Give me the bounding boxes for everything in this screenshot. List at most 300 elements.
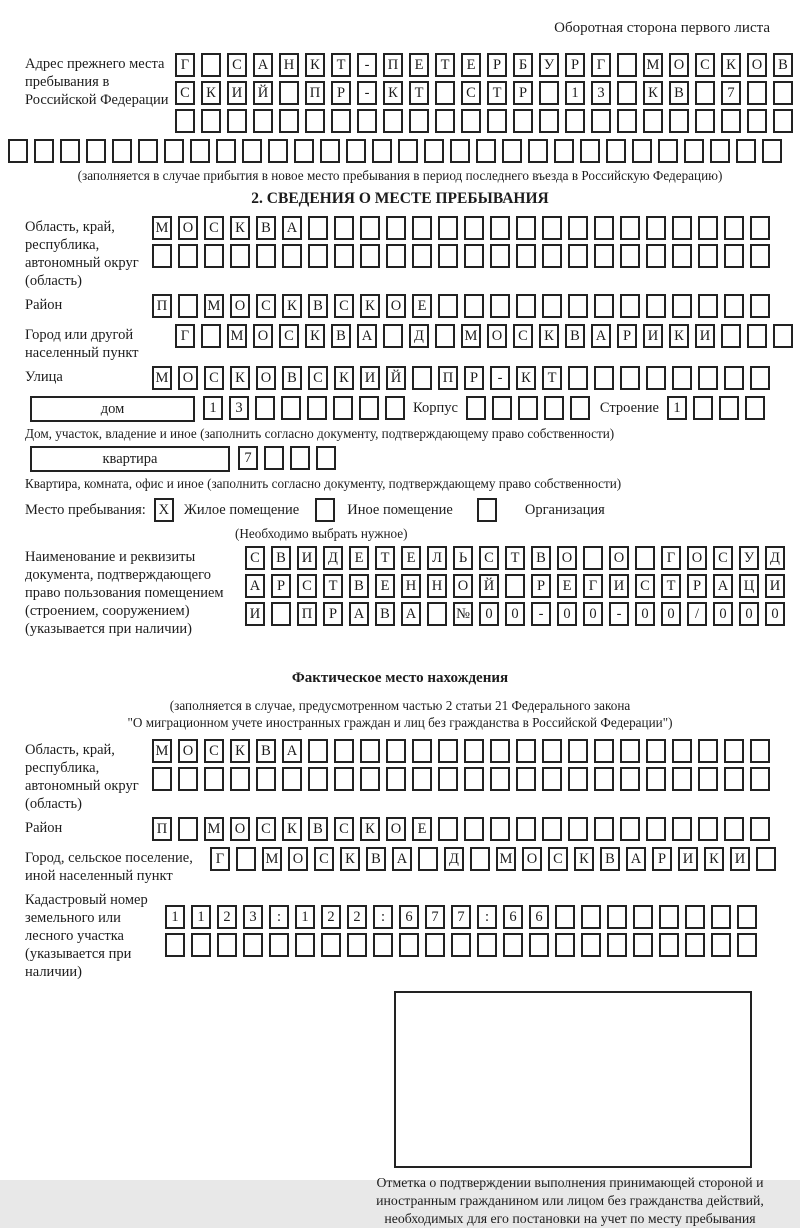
char-cell[interactable] (762, 139, 782, 163)
char-cell[interactable]: В (308, 294, 328, 318)
char-cell[interactable] (672, 294, 692, 318)
char-cell[interactable] (385, 396, 405, 420)
char-cell[interactable] (321, 933, 341, 957)
char-cell[interactable] (745, 396, 765, 420)
char-cell[interactable] (386, 739, 406, 763)
char-cell[interactable]: 1 (667, 396, 687, 420)
char-cell[interactable]: В (669, 81, 689, 105)
char-cell[interactable] (412, 216, 432, 240)
char-cell[interactable]: 0 (713, 602, 733, 626)
char-cell[interactable] (178, 817, 198, 841)
char-cell[interactable] (698, 216, 718, 240)
char-cell[interactable]: П (152, 817, 172, 841)
char-cell[interactable] (568, 366, 588, 390)
char-cell[interactable]: М (227, 324, 247, 348)
char-cell[interactable] (308, 767, 328, 791)
char-cell[interactable]: Р (513, 81, 533, 105)
char-cell[interactable]: - (609, 602, 629, 626)
char-cell[interactable]: - (357, 81, 377, 105)
char-cell[interactable] (438, 294, 458, 318)
char-cell[interactable] (320, 139, 340, 163)
char-cell[interactable]: У (739, 546, 759, 570)
char-cell[interactable] (399, 933, 419, 957)
char-cell[interactable] (698, 817, 718, 841)
char-cell[interactable]: А (349, 602, 369, 626)
char-cell[interactable]: С (227, 53, 247, 77)
char-cell[interactable] (383, 109, 403, 133)
char-cell[interactable]: Е (409, 53, 429, 77)
char-cell[interactable] (438, 817, 458, 841)
char-cell[interactable] (617, 53, 637, 77)
char-cell[interactable]: Е (349, 546, 369, 570)
char-cell[interactable] (539, 81, 559, 105)
char-cell[interactable]: О (557, 546, 577, 570)
char-cell[interactable]: 1 (165, 905, 185, 929)
char-cell[interactable] (620, 817, 640, 841)
char-cell[interactable] (756, 847, 776, 871)
char-cell[interactable]: № (453, 602, 473, 626)
char-cell[interactable]: К (574, 847, 594, 871)
char-cell[interactable] (138, 139, 158, 163)
char-cell[interactable]: 0 (505, 602, 525, 626)
char-cell[interactable] (359, 396, 379, 420)
char-cell[interactable]: 1 (191, 905, 211, 929)
char-cell[interactable]: С (256, 294, 276, 318)
char-cell[interactable] (568, 739, 588, 763)
char-cell[interactable] (646, 366, 666, 390)
char-cell[interactable]: 0 (739, 602, 759, 626)
char-cell[interactable]: О (453, 574, 473, 598)
char-cell[interactable] (505, 574, 525, 598)
char-cell[interactable] (435, 324, 455, 348)
char-cell[interactable] (594, 216, 614, 240)
char-cell[interactable] (360, 216, 380, 240)
char-cell[interactable]: Т (435, 53, 455, 77)
char-cell[interactable] (294, 139, 314, 163)
char-cell[interactable] (281, 396, 301, 420)
char-cell[interactable] (658, 139, 678, 163)
char-cell[interactable]: К (201, 81, 221, 105)
char-cell[interactable]: М (496, 847, 516, 871)
char-cell[interactable]: А (357, 324, 377, 348)
char-cell[interactable]: Й (479, 574, 499, 598)
char-cell[interactable] (204, 767, 224, 791)
char-cell[interactable]: Д (323, 546, 343, 570)
char-cell[interactable] (528, 139, 548, 163)
char-cell[interactable]: С (204, 366, 224, 390)
char-cell[interactable]: Г (175, 53, 195, 77)
char-cell[interactable]: М (461, 324, 481, 348)
char-cell[interactable]: О (687, 546, 707, 570)
char-cell[interactable] (256, 244, 276, 268)
char-cell[interactable]: Р (271, 574, 291, 598)
char-cell[interactable] (487, 109, 507, 133)
char-cell[interactable] (698, 767, 718, 791)
char-cell[interactable] (620, 366, 640, 390)
char-cell[interactable]: 6 (529, 905, 549, 929)
char-cell[interactable] (450, 139, 470, 163)
char-cell[interactable] (268, 139, 288, 163)
char-cell[interactable]: А (282, 739, 302, 763)
char-cell[interactable] (217, 933, 237, 957)
char-cell[interactable] (308, 244, 328, 268)
char-cell[interactable]: В (256, 739, 276, 763)
char-cell[interactable]: И (227, 81, 247, 105)
char-cell[interactable] (152, 767, 172, 791)
char-cell[interactable] (243, 933, 263, 957)
char-cell[interactable] (383, 324, 403, 348)
char-cell[interactable]: И (765, 574, 785, 598)
char-cell[interactable]: 1 (295, 905, 315, 929)
char-cell[interactable] (279, 81, 299, 105)
char-cell[interactable] (684, 139, 704, 163)
char-cell[interactable] (747, 109, 767, 133)
char-cell[interactable] (334, 244, 354, 268)
char-cell[interactable] (373, 933, 393, 957)
char-cell[interactable]: С (308, 366, 328, 390)
char-cell[interactable] (346, 139, 366, 163)
char-cell[interactable] (308, 216, 328, 240)
char-cell[interactable] (386, 244, 406, 268)
char-cell[interactable]: Р (565, 53, 585, 77)
char-cell[interactable] (461, 109, 481, 133)
char-cell[interactable]: - (490, 366, 510, 390)
char-cell[interactable]: Г (591, 53, 611, 77)
char-cell[interactable] (242, 139, 262, 163)
char-cell[interactable]: К (282, 817, 302, 841)
char-cell[interactable] (435, 109, 455, 133)
char-cell[interactable] (591, 109, 611, 133)
char-cell[interactable]: В (256, 216, 276, 240)
char-cell[interactable]: М (152, 366, 172, 390)
char-cell[interactable] (555, 905, 575, 929)
char-cell[interactable] (594, 739, 614, 763)
char-cell[interactable]: С (314, 847, 334, 871)
char-cell[interactable]: 7 (721, 81, 741, 105)
char-cell[interactable] (357, 109, 377, 133)
char-cell[interactable]: О (522, 847, 542, 871)
char-cell[interactable] (617, 109, 637, 133)
char-cell[interactable] (750, 739, 770, 763)
char-cell[interactable]: Р (464, 366, 484, 390)
char-cell[interactable] (360, 244, 380, 268)
char-cell[interactable] (721, 109, 741, 133)
char-cell[interactable]: В (565, 324, 585, 348)
char-cell[interactable] (470, 847, 490, 871)
char-cell[interactable] (568, 767, 588, 791)
char-cell[interactable]: И (609, 574, 629, 598)
char-cell[interactable] (672, 767, 692, 791)
char-cell[interactable] (568, 244, 588, 268)
char-cell[interactable] (438, 216, 458, 240)
char-cell[interactable] (620, 767, 640, 791)
char-cell[interactable]: О (230, 817, 250, 841)
char-cell[interactable] (594, 767, 614, 791)
char-cell[interactable]: Б (513, 53, 533, 77)
char-cell[interactable] (594, 244, 614, 268)
char-cell[interactable] (513, 109, 533, 133)
char-cell[interactable] (490, 817, 510, 841)
char-cell[interactable]: В (531, 546, 551, 570)
char-cell[interactable]: И (643, 324, 663, 348)
char-cell[interactable] (544, 396, 564, 420)
char-cell[interactable] (594, 366, 614, 390)
char-cell[interactable]: С (334, 817, 354, 841)
char-cell[interactable] (516, 244, 536, 268)
char-cell[interactable]: Т (542, 366, 562, 390)
char-cell[interactable] (466, 396, 486, 420)
char-cell[interactable] (646, 294, 666, 318)
char-cell[interactable] (516, 817, 536, 841)
char-cell[interactable]: 1 (203, 396, 223, 420)
char-cell[interactable]: 2 (321, 905, 341, 929)
char-cell[interactable] (568, 294, 588, 318)
char-cell[interactable]: В (773, 53, 793, 77)
char-cell[interactable] (693, 396, 713, 420)
char-cell[interactable]: Ь (453, 546, 473, 570)
char-cell[interactable]: 7 (425, 905, 445, 929)
char-cell[interactable] (724, 739, 744, 763)
char-cell[interactable]: Е (412, 294, 432, 318)
char-cell[interactable]: А (591, 324, 611, 348)
char-cell[interactable] (529, 933, 549, 957)
char-cell[interactable]: К (360, 817, 380, 841)
char-cell[interactable]: К (643, 81, 663, 105)
char-cell[interactable] (773, 109, 793, 133)
char-cell[interactable] (490, 739, 510, 763)
char-cell[interactable]: Н (279, 53, 299, 77)
char-cell[interactable]: С (204, 216, 224, 240)
char-cell[interactable] (412, 739, 432, 763)
char-cell[interactable] (256, 767, 276, 791)
char-cell[interactable] (435, 81, 455, 105)
char-cell[interactable]: 7 (451, 905, 471, 929)
char-cell[interactable] (464, 216, 484, 240)
char-cell[interactable] (178, 294, 198, 318)
char-cell[interactable]: В (308, 817, 328, 841)
char-cell[interactable]: П (152, 294, 172, 318)
char-cell[interactable] (490, 767, 510, 791)
char-cell[interactable]: Е (401, 546, 421, 570)
char-cell[interactable]: 0 (557, 602, 577, 626)
char-cell[interactable]: К (282, 294, 302, 318)
char-cell[interactable] (264, 446, 284, 470)
char-cell[interactable]: К (230, 366, 250, 390)
char-cell[interactable] (542, 739, 562, 763)
char-cell[interactable] (737, 933, 757, 957)
char-cell[interactable]: К (704, 847, 724, 871)
char-cell[interactable] (750, 767, 770, 791)
char-cell[interactable] (594, 294, 614, 318)
char-cell[interactable] (412, 767, 432, 791)
char-cell[interactable] (685, 905, 705, 929)
char-cell[interactable]: : (373, 905, 393, 929)
char-cell[interactable] (438, 739, 458, 763)
char-cell[interactable] (269, 933, 289, 957)
char-cell[interactable]: 3 (229, 396, 249, 420)
char-cell[interactable] (334, 739, 354, 763)
char-cell[interactable] (165, 933, 185, 957)
char-cell[interactable]: К (230, 216, 250, 240)
char-cell[interactable]: К (305, 53, 325, 77)
char-cell[interactable] (554, 139, 574, 163)
char-cell[interactable]: И (297, 546, 317, 570)
char-cell[interactable]: В (331, 324, 351, 348)
char-cell[interactable]: Р (617, 324, 637, 348)
char-cell[interactable]: В (366, 847, 386, 871)
char-cell[interactable] (773, 324, 793, 348)
char-cell[interactable] (464, 244, 484, 268)
char-cell[interactable]: Р (531, 574, 551, 598)
char-cell[interactable]: 6 (503, 905, 523, 929)
char-cell[interactable]: И (678, 847, 698, 871)
char-cell[interactable]: 2 (347, 905, 367, 929)
char-cell[interactable] (490, 244, 510, 268)
char-cell[interactable] (724, 767, 744, 791)
char-cell[interactable]: 7 (238, 446, 258, 470)
char-cell[interactable]: П (305, 81, 325, 105)
char-cell[interactable]: У (539, 53, 559, 77)
char-cell[interactable]: В (349, 574, 369, 598)
char-cell[interactable]: Г (661, 546, 681, 570)
char-cell[interactable] (331, 109, 351, 133)
char-cell[interactable]: 1 (565, 81, 585, 105)
char-cell[interactable] (191, 933, 211, 957)
char-cell[interactable]: Н (427, 574, 447, 598)
char-cell[interactable] (669, 109, 689, 133)
char-cell[interactable] (175, 109, 195, 133)
char-cell[interactable]: С (635, 574, 655, 598)
char-cell[interactable]: С (461, 81, 481, 105)
char-cell[interactable] (86, 139, 106, 163)
char-cell[interactable]: М (204, 294, 224, 318)
char-cell[interactable] (347, 933, 367, 957)
char-cell[interactable]: О (178, 216, 198, 240)
char-cell[interactable] (750, 244, 770, 268)
char-cell[interactable] (216, 139, 236, 163)
char-cell[interactable]: Г (175, 324, 195, 348)
char-cell[interactable] (672, 817, 692, 841)
char-cell[interactable]: К (721, 53, 741, 77)
char-cell[interactable] (724, 244, 744, 268)
char-cell[interactable]: В (600, 847, 620, 871)
char-cell[interactable] (542, 216, 562, 240)
char-cell[interactable]: О (386, 817, 406, 841)
char-cell[interactable]: И (695, 324, 715, 348)
char-cell[interactable] (617, 81, 637, 105)
char-cell[interactable]: О (178, 366, 198, 390)
char-cell[interactable] (490, 216, 510, 240)
char-cell[interactable]: Е (557, 574, 577, 598)
char-cell[interactable]: Й (386, 366, 406, 390)
char-cell[interactable] (201, 109, 221, 133)
char-cell[interactable]: А (245, 574, 265, 598)
char-cell[interactable] (633, 905, 653, 929)
char-cell[interactable] (227, 109, 247, 133)
char-cell[interactable] (737, 905, 757, 929)
char-cell[interactable] (620, 216, 640, 240)
char-cell[interactable]: 3 (243, 905, 263, 929)
char-cell[interactable] (724, 366, 744, 390)
char-cell[interactable]: П (383, 53, 403, 77)
char-cell[interactable]: А (253, 53, 273, 77)
char-cell[interactable]: М (262, 847, 282, 871)
char-cell[interactable]: Д (444, 847, 464, 871)
char-cell[interactable] (464, 817, 484, 841)
char-cell[interactable] (594, 817, 614, 841)
char-cell[interactable]: С (175, 81, 195, 105)
char-cell[interactable] (360, 739, 380, 763)
char-cell[interactable] (568, 817, 588, 841)
char-cell[interactable]: О (609, 546, 629, 570)
char-cell[interactable] (477, 933, 497, 957)
char-cell[interactable]: К (539, 324, 559, 348)
char-cell[interactable] (490, 294, 510, 318)
char-cell[interactable] (724, 817, 744, 841)
char-cell[interactable] (282, 767, 302, 791)
checkbox-organization[interactable] (477, 498, 497, 522)
char-cell[interactable]: О (747, 53, 767, 77)
char-cell[interactable] (750, 366, 770, 390)
char-cell[interactable] (516, 739, 536, 763)
char-cell[interactable]: Р (652, 847, 672, 871)
char-cell[interactable]: Т (505, 546, 525, 570)
char-cell[interactable] (646, 817, 666, 841)
char-cell[interactable]: О (487, 324, 507, 348)
char-cell[interactable] (646, 739, 666, 763)
char-cell[interactable] (607, 905, 627, 929)
char-cell[interactable] (632, 139, 652, 163)
char-cell[interactable]: С (204, 739, 224, 763)
char-cell[interactable]: В (271, 546, 291, 570)
char-cell[interactable]: К (334, 366, 354, 390)
char-cell[interactable] (581, 905, 601, 929)
char-cell[interactable]: А (282, 216, 302, 240)
char-cell[interactable] (542, 294, 562, 318)
char-cell[interactable]: К (669, 324, 689, 348)
char-cell[interactable] (290, 446, 310, 470)
char-cell[interactable] (539, 109, 559, 133)
char-cell[interactable] (34, 139, 54, 163)
char-cell[interactable] (698, 366, 718, 390)
char-cell[interactable]: Е (412, 817, 432, 841)
char-cell[interactable]: М (152, 216, 172, 240)
char-cell[interactable]: С (297, 574, 317, 598)
char-cell[interactable]: С (513, 324, 533, 348)
char-cell[interactable] (201, 324, 221, 348)
char-cell[interactable]: С (279, 324, 299, 348)
char-cell[interactable] (464, 767, 484, 791)
char-cell[interactable]: О (386, 294, 406, 318)
char-cell[interactable] (418, 847, 438, 871)
char-cell[interactable]: : (477, 905, 497, 929)
char-cell[interactable] (372, 139, 392, 163)
char-cell[interactable]: Е (461, 53, 481, 77)
char-cell[interactable] (581, 933, 601, 957)
char-cell[interactable]: К (340, 847, 360, 871)
char-cell[interactable] (334, 216, 354, 240)
char-cell[interactable] (607, 933, 627, 957)
char-cell[interactable] (736, 139, 756, 163)
char-cell[interactable] (333, 396, 353, 420)
char-cell[interactable]: Р (687, 574, 707, 598)
char-cell[interactable] (190, 139, 210, 163)
char-cell[interactable]: Л (427, 546, 447, 570)
char-cell[interactable] (438, 767, 458, 791)
char-cell[interactable]: 0 (765, 602, 785, 626)
char-cell[interactable]: Т (323, 574, 343, 598)
char-cell[interactable] (606, 139, 626, 163)
